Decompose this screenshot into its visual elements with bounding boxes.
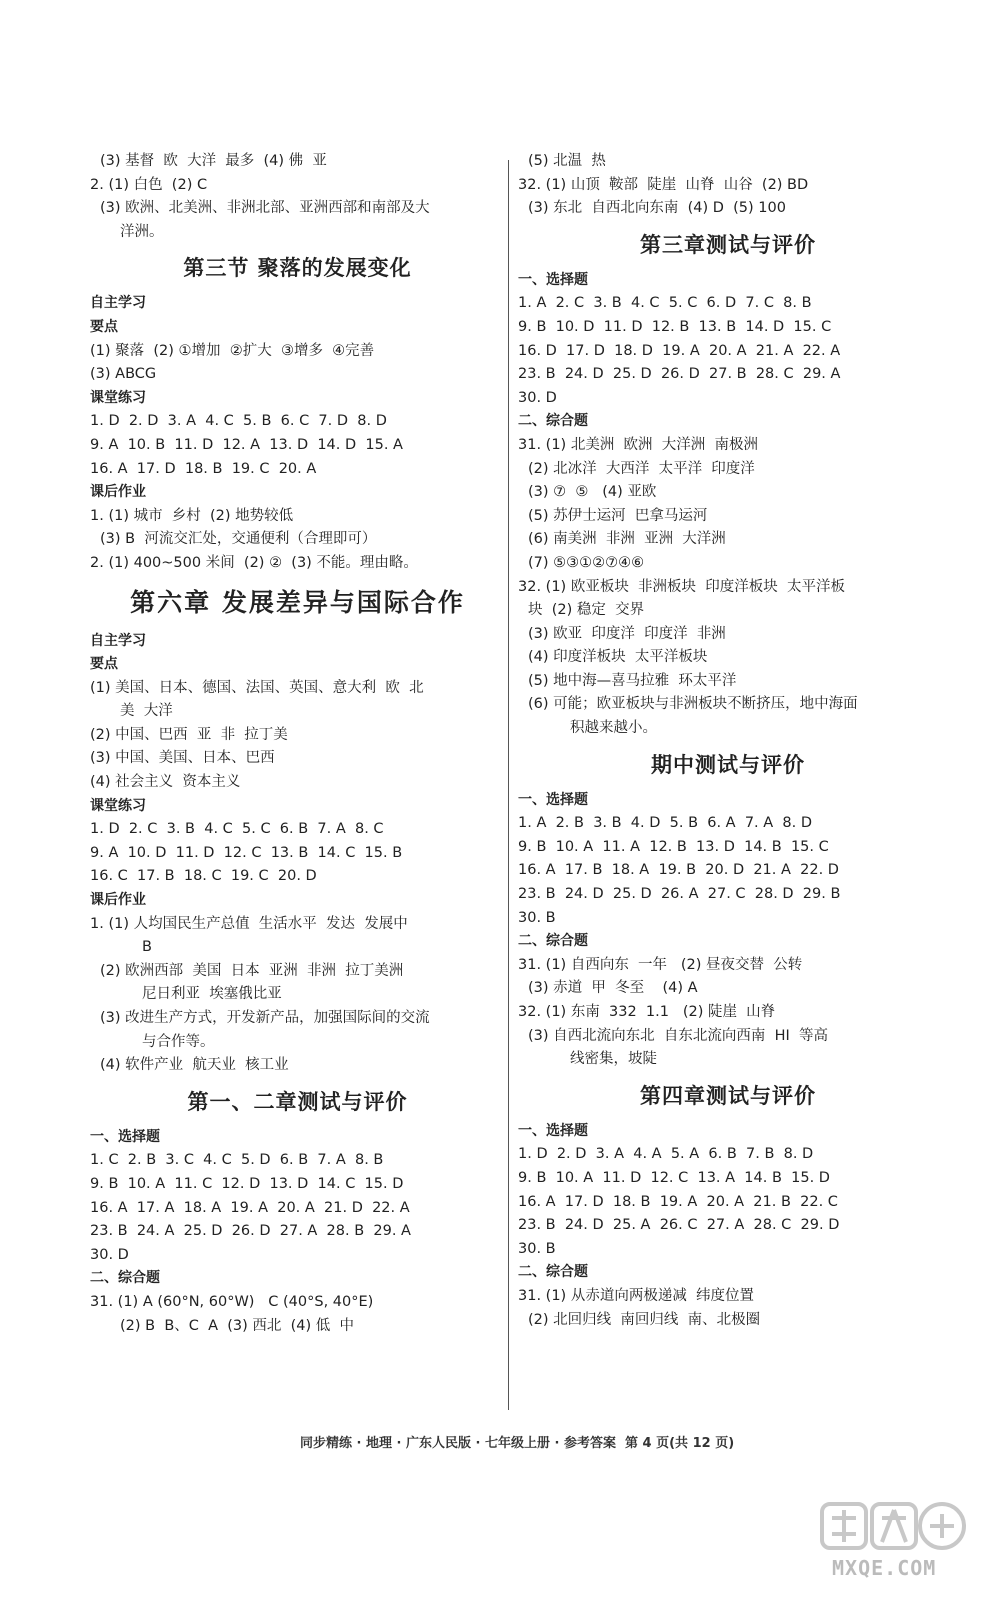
section-label: 自主学习 [90,295,146,312]
answer-line: (5) 北温 热 [528,153,606,169]
section-label: 课堂练习 [90,389,146,406]
answer-line: (7) ⑤③①②⑦④⑥ [528,554,645,571]
answer-line: 32. (1) 欧亚板块 非洲板块 印度洋板块 太平洋板 [518,578,845,595]
column-divider [508,160,509,1410]
answer-line: 9. B 10. A 11. A 12. B 13. D 14. B 15. C [518,838,829,855]
answer-line: 16. A 17. A 18. A 19. A 20. A 21. D 22. A [90,1199,410,1216]
watermark-logo [818,1496,968,1586]
answer-line: 30. B [518,1240,556,1257]
answer-line: (3) ⑦ ⑤ (4) 亚欧 [528,484,657,501]
answer-line: 积越来越小。 [570,720,657,737]
answer-line: (4) 社会主义 资本主义 [90,774,241,791]
section-label: 二、综合题 [90,1270,160,1287]
answer-line: 9. A 10. B 11. D 12. A 13. D 14. D 15. A [90,436,403,453]
chapter-heading: 第六章 发展差异与国际合作 [130,587,465,617]
page-footer: 同步精练 · 地理 · 广东人民版 · 七年级上册 · 参考答案 第 4 页(共 12 页) [300,1436,735,1451]
answer-line: (4) 软件产业 航天业 核工业 [100,1057,289,1074]
answer-line: (3) 基督 欧 大洋 最多 (4) 佛 亚 [100,153,327,169]
answer-line: 线密集，坡陡 [570,1051,657,1068]
answer-line: 9. B 10. D 11. D 12. B 13. B 14. D 15. C [518,318,832,335]
answer-line: 23. B 24. A 25. D 26. D 27. A 28. B 29. A [90,1223,411,1240]
answer-line: 30. D [518,389,557,406]
answer-line: 30. D [90,1246,129,1263]
answer-line: (3) 中国、美国、日本、巴西 [90,750,275,767]
answer-line: (5) 苏伊士运河 巴拿马运河 [528,507,708,524]
answer-line: 30. B [518,909,556,926]
answer-line: 1. D 2. D 3. A 4. A 5. A 6. B 7. B 8. D [518,1146,814,1163]
answer-line: (3) 自西北流向东北 自东北流向西南 HI 等高 [528,1027,828,1044]
answer-line: (3) 赤道 甲 冬至 (4) A [528,980,698,997]
answer-line: (2) B B、C A (3) 西北 (4) 低 中 [120,1317,354,1334]
answer-line: (2) 欧洲西部 美国 日本 亚洲 非洲 拉丁美洲 [100,962,404,979]
answer-line: 2. (1) 400~500 米间 (2) ② (3) 不能。理由略。 [90,554,418,571]
answer-line: 31. (1) 从赤道向两极递减 纬度位置 [518,1287,755,1304]
answer-line: 9. B 10. A 11. C 12. D 13. D 14. C 15. D [90,1175,404,1192]
answer-line: 31. (1) 北美洲 欧洲 大洋洲 南极洲 [518,436,758,453]
answer-line: 23. B 24. D 25. D 26. D 27. B 28. C 29. A [518,366,841,383]
section-label: 要点 [90,656,118,673]
section-label: 课后作业 [90,892,146,909]
section-label: 要点 [90,318,118,335]
section-heading: 第三章测试与评价 [640,232,816,257]
answer-line: 1. (1) 人均国民生产总值 生活水平 发达 发展中 [90,915,408,932]
answer-line: (2) 北回归线 南回归线 南、北极圈 [528,1311,761,1328]
answer-line: 16. A 17. D 18. B 19. A 20. A 21. B 22. C [518,1193,838,1210]
section-heading: 期中测试与评价 [651,752,805,777]
section-heading: 第一、二章测试与评价 [187,1089,408,1114]
section-label: 一、选择题 [518,271,588,288]
section-label: 一、选择题 [90,1128,160,1145]
answer-line: (2) 北冰洋 大西洋 太平洋 印度洋 [528,460,755,477]
answer-line: (3) 东北 自西北向东南 (4) D (5) 100 [528,200,786,217]
section-label: 课堂练习 [90,797,146,814]
answer-line: 16. A 17. B 18. A 19. B 20. D 21. A 22. D [518,862,839,879]
answer-line: 16. C 17. B 18. C 19. C 20. D [90,868,317,885]
answer-line: 1. A 2. C 3. B 4. C 5. C 6. D 7. C 8. B [518,295,812,312]
answer-line: 16. A 17. D 18. B 19. C 20. A [90,460,317,477]
answer-line: 块 (2) 稳定 交界 [528,602,645,619]
answer-line: 9. B 10. A 11. D 12. C 13. A 14. B 15. D [518,1169,830,1186]
section-label: 自主学习 [90,632,146,649]
answer-line: (5) 地中海—喜马拉雅 环太平洋 [528,672,737,689]
answer-line: 9. A 10. D 11. D 12. C 13. B 14. C 15. B [90,844,403,861]
answer-line: (3) 改进生产方式，开发新产品，加强国际间的交流 [100,1010,430,1026]
answer-line: B [142,939,152,956]
answer-line: 23. B 24. D 25. A 26. C 27. A 28. C 29. D [518,1217,840,1234]
answer-line: 31. (1) 自西向东 一年 (2) 昼夜交替 公转 [518,956,803,973]
answer-line: 尼日利亚 埃塞俄比亚 [142,986,282,1003]
answer-line: (2) 中国、巴西 亚 非 拉丁美 [90,726,288,743]
answer-line: (1) 聚落 (2) ①增加 ②扩大 ③增多 ④完善 [90,342,375,359]
section-label: 二、综合题 [518,933,588,950]
answer-line: 洋洲。 [120,223,164,240]
answer-line: (3) 欧洲、北美洲、非洲北部、亚洲西部和南部及大 [100,200,430,217]
answer-line: (6) 南美洲 非洲 亚洲 大洋洲 [528,531,726,548]
answer-line: 1. (1) 城市 乡村 (2) 地势较低 [90,507,294,524]
section-label: 一、选择题 [518,1122,588,1139]
answer-line: 32. (1) 东南 332 1.1 (2) 陡崖 山脊 [518,1004,776,1020]
watermark-text: MXQE.COM [832,1556,937,1580]
answer-line: 1. D 2. C 3. B 4. C 5. C 6. B 7. A 8. C [90,821,384,838]
answer-line: 1. D 2. D 3. A 4. C 5. B 6. C 7. D 8. D [90,413,387,430]
left-column [90,150,505,1338]
answer-line: 23. B 24. D 25. D 26. A 27. C 28. D 29. B [518,886,841,903]
answer-line: (3) 欧亚 印度洋 印度洋 非洲 [528,625,726,642]
answer-line: (6) 可能；欧亚板块与非洲板块不断挤压，地中海面 [528,696,858,713]
section-heading: 第四章测试与评价 [640,1083,816,1108]
answer-line: 美 大洋 [120,703,173,720]
answer-line: (3) ABCG [90,366,157,383]
answer-line: 1. A 2. B 3. B 4. D 5. B 6. A 7. A 8. D [518,815,813,832]
section-label: 课后作业 [90,484,146,501]
answer-line: 与合作等。 [142,1033,215,1050]
section-heading: 第三节 聚落的发展变化 [183,256,412,281]
section-label: 二、综合题 [518,1264,588,1281]
answer-line: 16. D 17. D 18. D 19. A 20. A 21. A 22. A [518,342,841,359]
watermark-icon [818,1496,968,1556]
answer-line: (3) B 河流交汇处，交通便利（合理即可） [100,531,377,548]
section-label: 一、选择题 [518,791,588,808]
section-label: 二、综合题 [518,413,588,430]
answer-line: 31. (1) A (60°N, 60°W) C (40°S, 40°E) [90,1293,374,1310]
right-column [518,150,938,1332]
answer-line: (1) 美国、日本、德国、法国、英国、意大利 欧 北 [90,679,424,696]
answer-line: 2. (1) 白色 (2) C [90,176,208,193]
answer-line: 32. (1) 山顶 鞍部 陡崖 山脊 山谷 (2) BD [518,176,809,193]
answer-line: 1. C 2. B 3. C 4. C 5. D 6. B 7. A 8. B [90,1152,384,1169]
answer-line: (4) 印度洋板块 太平洋板块 [528,649,708,666]
